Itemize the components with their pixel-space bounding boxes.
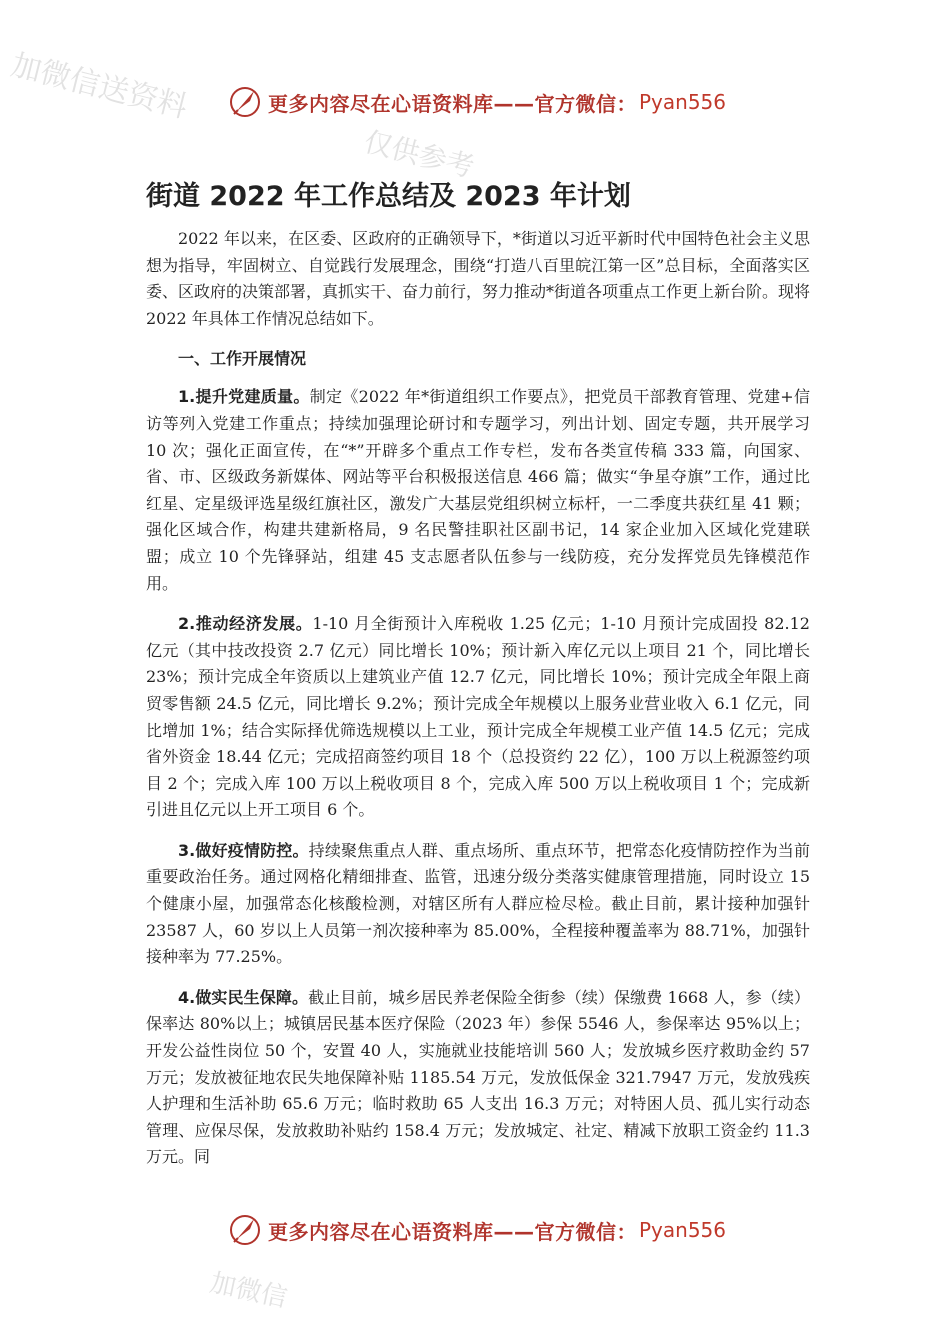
list-item xyxy=(146,611,810,824)
watermark-text: 加微信送资料 xyxy=(7,47,191,126)
watermark-text: 加微信 xyxy=(207,1268,290,1314)
banner-wechat-handle: Pyan556 xyxy=(639,90,727,114)
quill-logo-icon xyxy=(228,85,262,119)
item-text: 持续聚焦重点人群、重点场所、重点环节，把常态化疫情防控作为当前重要政治任务。通过网格化精细排查、监管，迅速分级分类落实健康管理措施，同时设立 15 个健康小屋，加强常态化核酸检测，对辖区所有人群应检尽检。截止目前，累计接种加强针 23587 人，60 岁以上人员第一剂次接种率为 85.00%，全程接种覆盖率为 88.71%，加强针接种率为 77.25%。 xyxy=(146,840,810,967)
footer-banner xyxy=(228,1212,726,1248)
item-lead: 2.推动经济发展。 xyxy=(178,614,313,634)
item-text: 截止目前，城乡居民养老保险全街参（续）保缴费 1668 人，参（续）保率达 80%以上；城镇居民基本医疗保险（2023 年）参保 5546 人，参保率达 95%以上；开发公益性岗位 50 个，安置 40 人，实施就业技能培训 560 人；发放城乡医疗救助金约 57 万元；发放被征地农民失地保障补贴 1185.54 万元，发放低保金 321.7947 万元，发放残疾人护理和生活补助 65.6 万元；临时救助 65 人支出 16.3 万元；对特困人员、孤儿实行动态管理、应保尽保，发放救助补贴约 158.4 万元；发放城定、社定、精减下放职工资金约 11.3 万元。同 xyxy=(146,987,810,1167)
section-heading: 一、工作开展情况 xyxy=(178,349,307,369)
banner-label: 更多内容尽在心语资料库——官方微信： xyxy=(268,1219,637,1244)
item-lead: 4.做实民生保障。 xyxy=(178,987,309,1007)
page-title: 街道 2022 年工作总结及 2023 年计划 xyxy=(146,181,631,212)
item-text: 1-10 月全街预计入库税收 1.25 亿元；1-10 月预计完成固投 82.12 亿元（其中技改投资 2.7 亿元）同比增长 10%；预计新入库亿元以上项目 21 个，同比增长 23%；预计完成全年资质以上建筑业产值 12.7 亿元，同比增长 10%；预计完成全年限上商贸零售额 24.5 亿元，同比增长 9.2%；预计完成全年规模以上服务业营业收入 6.1 亿元，同比增加 1%；结合实际择优筛选规模以上工业，预计完成全年规模工业产值 14.5 亿元；完成省外资金 18.44 亿元；完成招商签约项目 18 个（总投资约 22 亿），100 万以上税源签约项目 2 个；完成入库 100 万以上税收项目 8 个，完成入库 500 万以上税收项目 1 个；完成新引进且亿元以上开工项目 6 个。 xyxy=(146,614,810,820)
intro-paragraph: 2022 年以来，在区委、区政府的正确领导下，*街道以习近平新时代中国特色社会主义思想为指导，牢固树立、自觉践行发展理念，围绕“打造八百里皖江第一区”总目标，全面落实区委、区政府的决策部署，真抓实干、奋力前行，努力推动*街道各项重点工作更上新台阶。现将 2022 年具体工作情况总结如下。 xyxy=(146,229,811,328)
banner-label: 更多内容尽在心语资料库——官方微信： xyxy=(268,91,637,116)
header-banner xyxy=(228,84,726,120)
watermark-text: 仅供参考 xyxy=(360,124,478,184)
item-lead: 3.做好疫情防控。 xyxy=(178,840,309,860)
quill-logo-icon xyxy=(228,1213,262,1247)
list-item xyxy=(146,985,810,1171)
document-body xyxy=(146,226,810,1185)
list-item xyxy=(146,384,810,597)
item-text: 制定《2022 年*街道组织工作要点》，把党员干部教育管理、党建+信访等列入党建工作重点；持续加强理论研讨和专题学习，列出计划、固定专题，共开展学习 10 次；强化正面宣传，在“*”开辟多个重点工作专栏，发布各类宣传稿 333 篇，向国家、省、市、区级政务新媒体、网站等平台积极报送信息 466 篇；做实“争星夺旗”工作，通过比红星、定星级评选星级红旗社区，激发广大基层党组织树立标杆，一二季度共获红星 41 颗；强化区域合作，构建共建新格局，9 名民警挂职社区副书记，14 家企业加入区域化党建联盟；成立 10 个先锋驿站，组建 45 支志愿者队伍参与一线防疫，充分发挥党员先锋模范作用。 xyxy=(146,387,810,593)
banner-wechat-handle: Pyan556 xyxy=(639,1218,727,1242)
list-item xyxy=(146,838,810,971)
item-lead: 1.提升党建质量。 xyxy=(178,387,310,407)
